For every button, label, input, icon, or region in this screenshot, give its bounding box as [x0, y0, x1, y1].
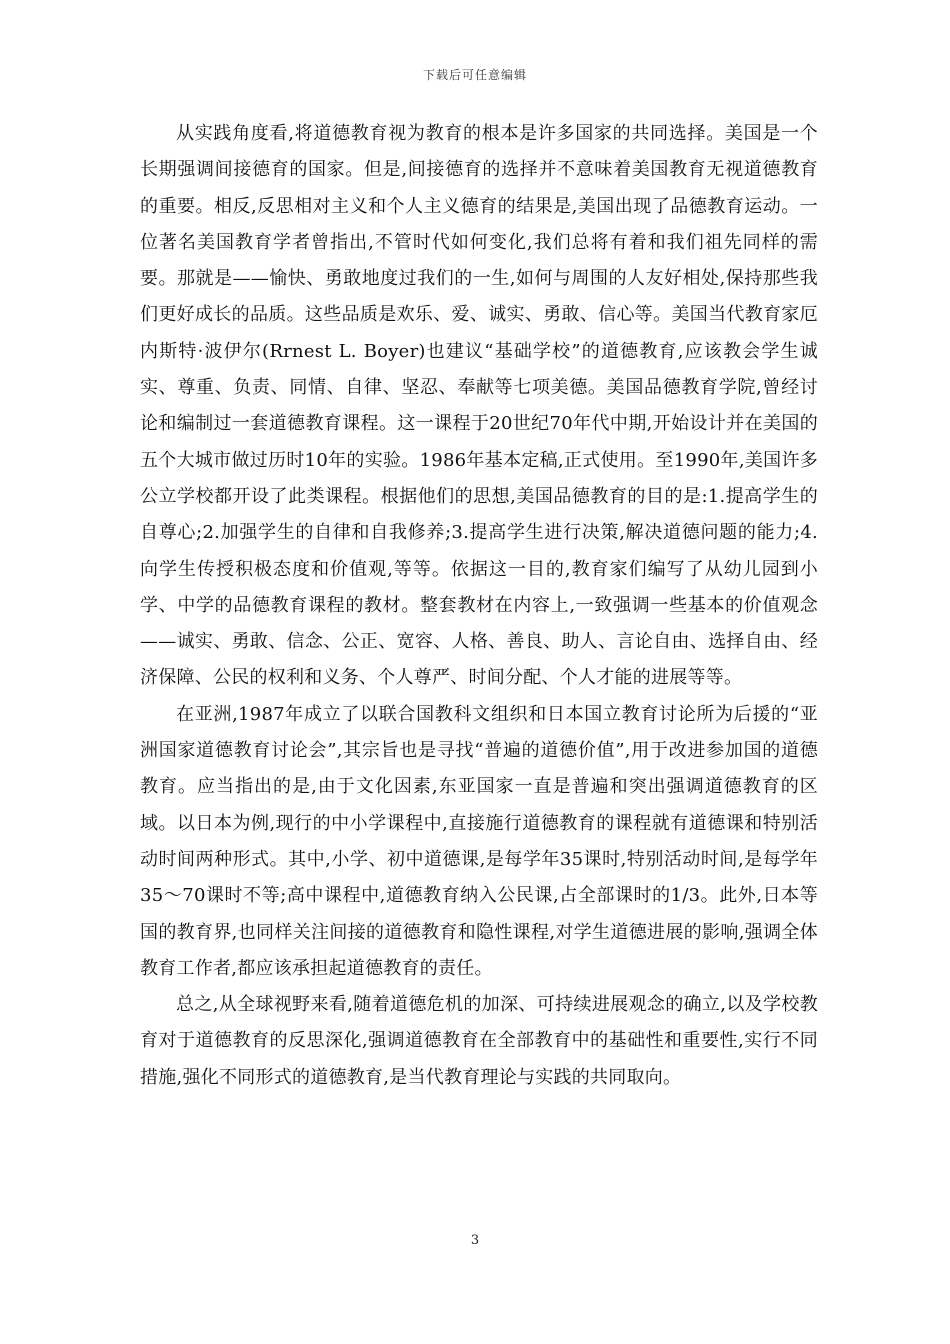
paragraph-conclusion: 总之,从全球视野来看,随着道德危机的加深、可持续进展观念的确立,以及学校教育对于道德教育的反思深化,强调道德教育在全部教育中的基础性和重要性,实行不同措施,强化不同形式的道德教育,是当代教育理论与实践的共同取向。: [140, 994, 818, 1088]
document-body: [140, 116, 818, 1096]
paragraph-usa: 从实践角度看,将道德教育视为教育的根本是许多国家的共同选择。美国是一个长期强调间接德育的国家。但是,间接德育的选择并不意味着美国教育无视道德教育的重要。相反,反思相对主义和个人主义德育的结果是,美国出现了品德教育运动。一位著名美国教育学者曾指出,不管时代如何变化,我们总将有着和我们祖先同样的需要。那就是——愉快、勇敢地度过我们的一生,如何与周围的人友好相处,保持那些我们更好成长的品质。这些品质是欢乐、爱、诚实、勇敢、信心等。美国当代教育家厄内斯特·波伊尔(Rrnest L. Boyer)也建议“基础学校”的道德教育,应该教会学生诚实、尊重、负责、同情、自律、坚忍、奉献等七项美德。美国品德教育学院,曾经讨论和编制过一套道德教育课程。这一课程于20世纪70年代中期,开始设计并在美国的五个大城市做过历时10年的实验。1986年基本定稿,正式使用。至1990年,美国许多公立学校都开设了此类课程。根据他们的思想,美国品德教育的目的是:1.提高学生的自尊心;2.加强学生的自律和自我修养;3.提高学生进行决策,解决道德问题的能力;4.向学生传授积极态度和价值观,等等。依据这一目的,教育家们编写了从幼儿园到小学、中学的品德教育课程的教材。整套教材在内容上,一致强调一些基本的价值观念——诚实、勇敢、信念、公正、宽容、人格、善良、助人、言论自由、选择自由、经济保障、公民的权利和义务、个人尊严、时间分配、个人才能的进展等等。: [140, 123, 818, 689]
page-header: 下载后可任意编辑: [422, 68, 527, 82]
page-number: 3: [470, 1233, 480, 1248]
paragraph-asia: 在亚洲,1987年成立了以联合国教科文组织和日本国立教育讨论所为后援的“亚洲国家道德教育讨论会”,其宗旨也是寻找“普遍的道德价值”,用于改进参加国的道德教育。应当指出的是,由于文化因素,东亚国家一直是普遍和突出强调道德教育的区域。以日本为例,现行的中小学课程中,直接施行道德教育的课程就有道德课和特别活动时间两种形式。其中,小学、初中道德课,是每学年35课时,特别活动时间,是每学年35～70课时不等;高中课程中,道德教育纳入公民课,占全部课时的1/3。此外,日本等国的教育界,也同样关注间接的道德教育和隐性课程,对学生道德进展的影响,强调全体教育工作者,都应该承担起道德教育的责任。: [140, 703, 818, 979]
